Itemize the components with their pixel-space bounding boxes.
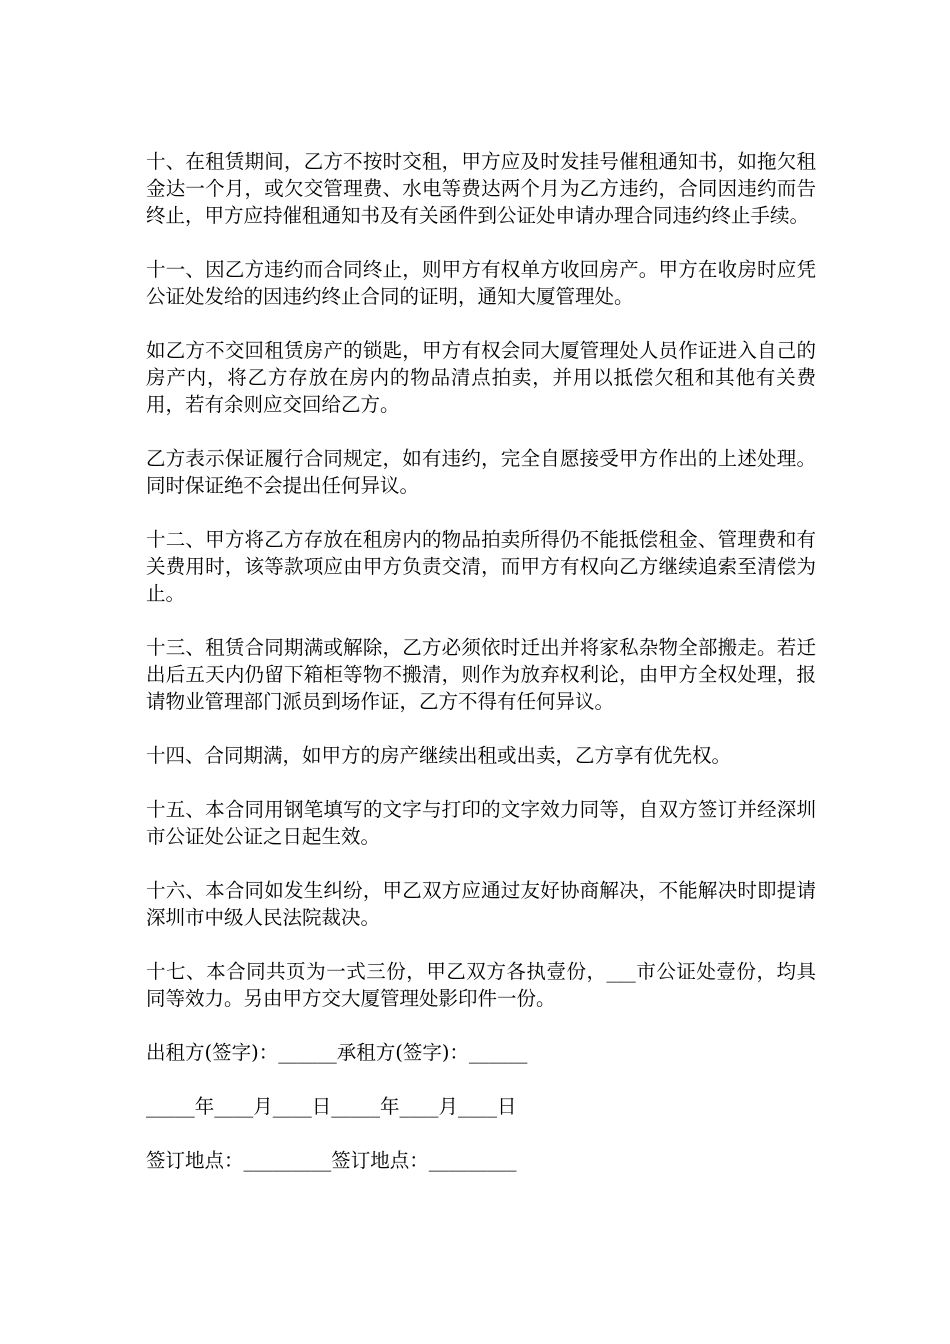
clause-15: 十五、本合同用钢笔填写的文字与打印的文字效力同等，自双方签订并经深圳市公证处公证之日起生效。 xyxy=(146,798,816,848)
signature-places-line: 签订地点：_________签订地点：_________ xyxy=(146,1149,517,1172)
clause-12: 十二、甲方将乙方存放在租房内的物品拍卖所得仍不能抵偿租金、管理费和有关费用时，该等款项应由甲方负责交清，而甲方有权向乙方继续追索至清偿为止。 xyxy=(146,528,816,605)
clause-11-keys: 如乙方不交回租赁房产的锁匙，甲方有权会同大厦管理处人员作证进入自己的房产内，将乙方存放在房内的物品清点拍卖，并用以抵偿欠租和其他有关费用，若有余则应交回给乙方。 xyxy=(146,339,816,416)
contract-body xyxy=(146,148,816,1201)
clause-17: 十七、本合同共页为一式三份，甲乙双方各执壹份，___市公证处壹份，均具同等效力。另由甲方交大厦管理处影印件一份。 xyxy=(146,960,816,1010)
clause-16: 十六、本合同如发生纠纷，甲乙双方应通过友好协商解决，不能解决时即提请深圳市中级人民法院裁决。 xyxy=(146,879,816,929)
clause-11-guarantee: 乙方表示保证履行合同规定，如有违约，完全自愿接受甲方作出的上述处理。同时保证绝不会提出任何异议。 xyxy=(146,447,816,497)
clause-14: 十四、合同期满，如甲方的房产继续出租或出卖，乙方享有优先权。 xyxy=(146,744,732,767)
signature-dates-line: _____年____月____日_____年____月____日 xyxy=(146,1095,517,1118)
clause-11: 十一、因乙方违约而合同终止，则甲方有权单方收回房产。甲方在收房时应凭公证处发给的因违约终止合同的证明，通知大厦管理处。 xyxy=(146,258,816,308)
clause-10: 十、在租赁期间，乙方不按时交租，甲方应及时发挂号催租通知书，如拖欠租金达一个月，或欠交管理费、水电等费达两个月为乙方违约，合同因违约而告终止，甲方应持催租通知书及有关函件到公证处申请办理合同违约终止手续。 xyxy=(146,150,816,227)
clause-13: 十三、租赁合同期满或解除，乙方必须依时迁出并将家私杂物全部搬走。若迁出后五天内仍留下箱柜等物不搬清，则作为放弃权利论，由甲方全权处理，报请物业管理部门派员到场作证，乙方不得有任何异议。 xyxy=(146,636,816,713)
signature-parties-line: 出租方(签字)：______承租方(签字)：______ xyxy=(146,1041,528,1064)
